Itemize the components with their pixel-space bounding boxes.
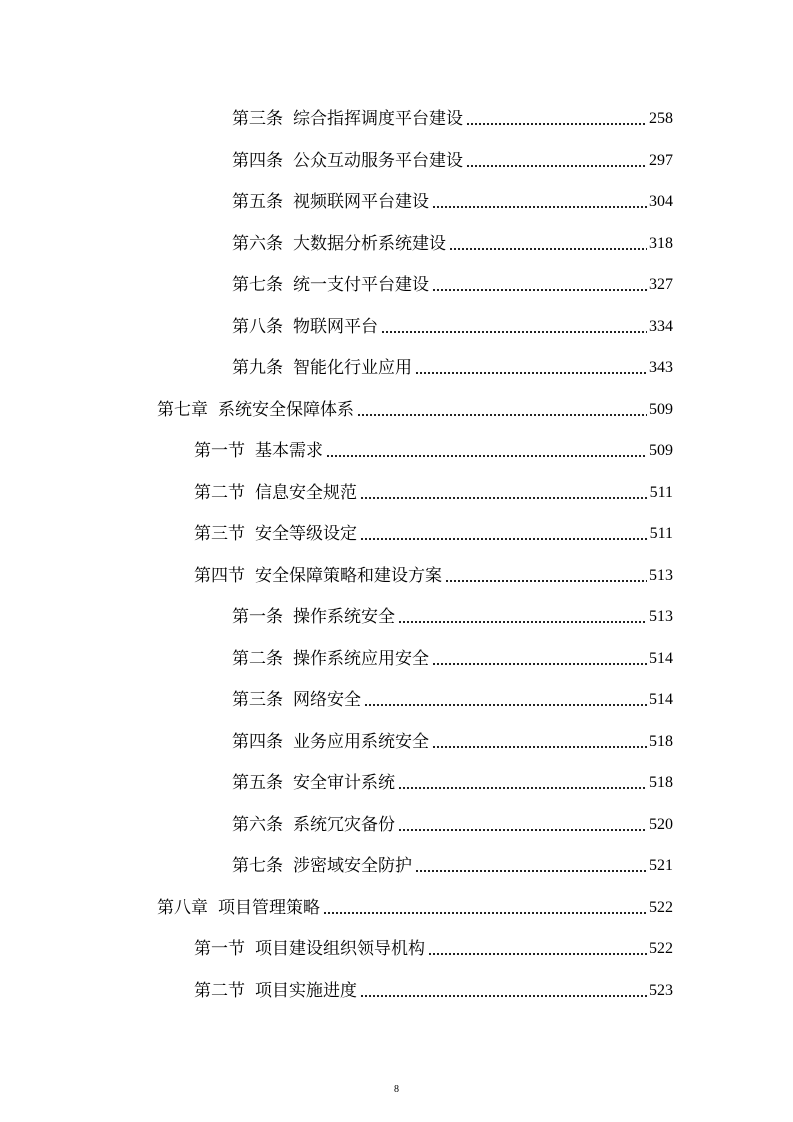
toc-entry-page: 518 (649, 732, 673, 750)
toc-entry[interactable] (232, 754, 673, 794)
toc-entry-page: 523 (649, 981, 673, 999)
toc-entry-label: 第四条 (232, 731, 283, 752)
dot-leader (360, 523, 648, 545)
toc-entry-title: 大数据分析系统建设 (293, 233, 446, 254)
toc-entry[interactable] (232, 588, 673, 628)
toc-entry-page: 318 (649, 234, 673, 252)
toc-section-entry[interactable] (194, 422, 673, 462)
dot-leader (466, 108, 647, 130)
toc-entry-label: 第七条 (232, 275, 283, 295)
toc-entry-page: 258 (649, 110, 673, 127)
toc-entry[interactable] (232, 630, 673, 670)
toc-entry[interactable] (232, 339, 673, 379)
toc-section-entry[interactable] (194, 547, 673, 587)
toc-entry-label: 第三节 (194, 524, 245, 544)
toc-entry-title: 系统安全保障体系 (218, 399, 354, 420)
toc-entry-label: 第一节 (194, 939, 245, 959)
dot-leader (398, 814, 647, 836)
toc-entry-page: 522 (649, 940, 673, 957)
toc-entry-label: 第四条 (232, 150, 283, 171)
toc-entry-label: 第二条 (232, 648, 283, 669)
dot-leader (415, 357, 647, 379)
toc-entry-label: 第七章 (157, 399, 208, 420)
toc-entry-title: 操作系统应用安全 (293, 648, 429, 669)
toc-section-entry[interactable] (194, 464, 673, 504)
toc-entry-page: 509 (649, 442, 673, 459)
toc-entry-title: 项目管理策略 (218, 897, 320, 918)
toc-section-entry[interactable] (194, 505, 673, 545)
toc-chapter-entry[interactable] (157, 381, 673, 421)
toc-entry-page: 521 (649, 857, 673, 874)
toc-entry-title: 安全审计系统 (293, 773, 395, 793)
toc-entry-title: 网络安全 (293, 690, 361, 710)
toc-section-entry[interactable] (194, 920, 673, 960)
toc-entry-title: 信息安全规范 (255, 482, 357, 503)
toc-section-entry[interactable] (194, 962, 673, 1002)
dot-leader (357, 399, 647, 421)
dot-leader (449, 233, 647, 255)
toc-entry-page: 520 (649, 815, 673, 833)
dot-leader (364, 689, 647, 711)
toc-entry-title: 综合指挥调度平台建设 (293, 109, 463, 129)
toc-entry-page: 297 (649, 151, 673, 169)
dot-leader (415, 855, 647, 877)
toc-entry-label: 第四节 (194, 565, 245, 586)
toc-entry-label: 第六条 (232, 814, 283, 835)
toc-entry-label: 第八条 (232, 316, 283, 337)
toc-entry-page: 304 (649, 193, 673, 210)
dot-leader (381, 316, 647, 338)
page-number: 8 (394, 1084, 399, 1095)
toc-entry[interactable] (232, 837, 673, 877)
dot-leader (432, 274, 647, 296)
toc-entry[interactable] (232, 671, 673, 711)
toc-entry-page: 522 (649, 898, 673, 916)
dot-leader (432, 191, 647, 213)
toc-entry-title: 基本需求 (255, 441, 323, 461)
toc-entry-page: 514 (649, 691, 673, 708)
dot-leader (323, 897, 647, 919)
dot-leader (428, 938, 647, 960)
toc-entry-page: 514 (649, 649, 673, 667)
toc-entry[interactable] (232, 256, 673, 296)
toc-entry-label: 第一节 (194, 441, 245, 461)
dot-leader (432, 648, 647, 670)
toc-entry-title: 视频联网平台建设 (293, 192, 429, 212)
toc-entry-page: 513 (649, 608, 673, 625)
toc-entry-title: 智能化行业应用 (293, 358, 412, 378)
toc-entry-page: 343 (649, 359, 673, 376)
toc-entry-title: 项目实施进度 (255, 980, 357, 1001)
dot-leader (432, 731, 647, 753)
toc-entry-title: 安全等级设定 (255, 524, 357, 544)
toc-entry-page: 334 (649, 317, 673, 335)
dot-leader (398, 772, 647, 794)
toc-entry-title: 项目建设组织领导机构 (255, 939, 425, 959)
toc-entry[interactable] (232, 90, 673, 130)
toc-entry-page: 509 (649, 400, 673, 418)
toc-entry-page: 327 (649, 276, 673, 293)
toc-entry[interactable] (232, 298, 673, 338)
toc-entry-label: 第三条 (232, 690, 283, 710)
toc-entry-page: 518 (649, 774, 673, 791)
dot-leader (360, 980, 647, 1002)
toc-chapter-entry[interactable] (157, 879, 673, 919)
toc-entry-label: 第二节 (194, 980, 245, 1001)
toc-entry-title: 统一支付平台建设 (293, 275, 429, 295)
toc-entry-title: 操作系统安全 (293, 607, 395, 627)
dot-leader (326, 440, 647, 462)
toc-entry-title: 安全保障策略和建设方案 (255, 565, 442, 586)
toc-entry[interactable] (232, 796, 673, 836)
toc-entry-page: 511 (649, 483, 673, 501)
toc-entry[interactable] (232, 215, 673, 255)
toc-entry[interactable] (232, 713, 673, 753)
toc-entry-label: 第六条 (232, 233, 283, 254)
toc-entry[interactable] (232, 132, 673, 172)
dot-leader (360, 482, 648, 504)
toc-entry-title: 涉密域安全防护 (293, 856, 412, 876)
toc-entry-page: 511 (649, 525, 673, 542)
toc-entry-label: 第二节 (194, 482, 245, 503)
toc-entry-label: 第五条 (232, 192, 283, 212)
toc-entry-label: 第一条 (232, 607, 283, 627)
toc-entry-title: 公众互动服务平台建设 (293, 150, 463, 171)
dot-leader (466, 150, 647, 172)
toc-entry-page: 513 (649, 566, 673, 584)
toc-entry-label: 第八章 (157, 897, 208, 918)
dot-leader (445, 565, 647, 587)
toc-entry-title: 系统冗灾备份 (293, 814, 395, 835)
toc-entry[interactable] (232, 173, 673, 213)
toc-entry-label: 第七条 (232, 856, 283, 876)
toc-entry-title: 业务应用系统安全 (293, 731, 429, 752)
toc-entry-label: 第三条 (232, 109, 283, 129)
dot-leader (398, 606, 647, 628)
toc-entry-title: 物联网平台 (293, 316, 378, 337)
toc-entry-label: 第五条 (232, 773, 283, 793)
toc-entry-label: 第九条 (232, 358, 283, 378)
